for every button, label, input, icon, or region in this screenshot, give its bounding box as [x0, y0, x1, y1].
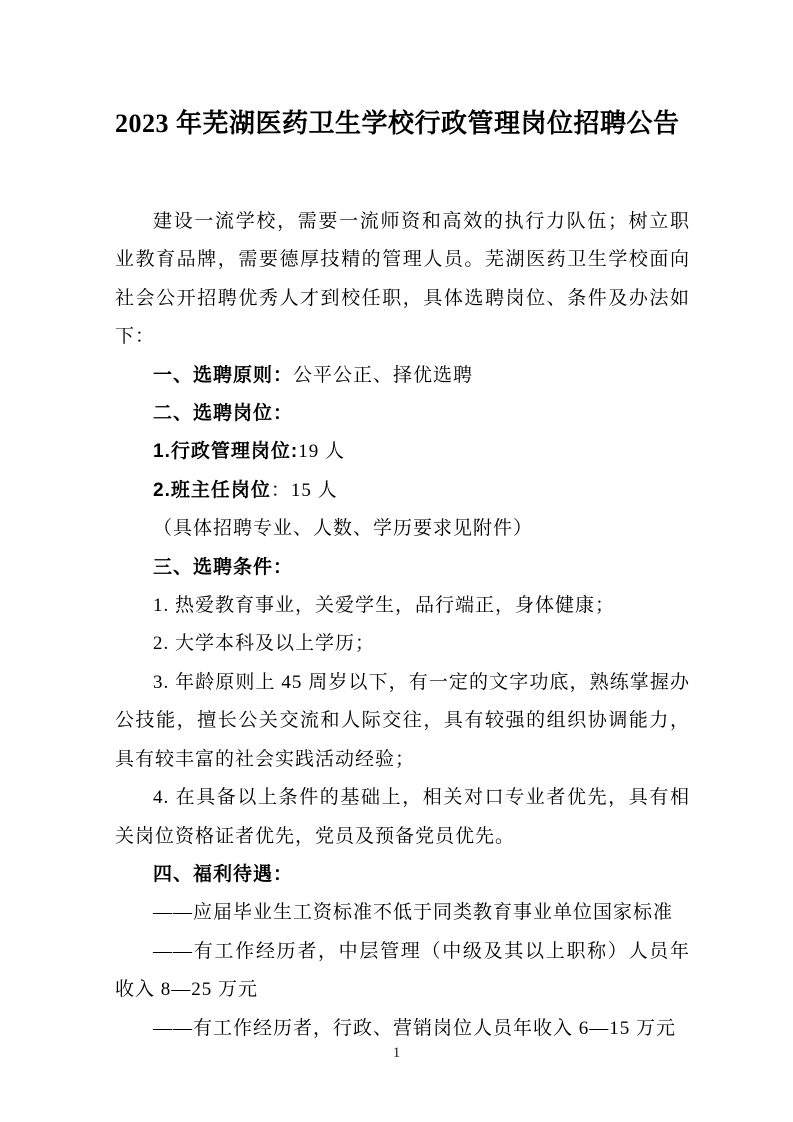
paragraph: [115, 357, 690, 395]
paragraph: [115, 625, 690, 663]
paragraph: [115, 433, 690, 471]
text-run: 建设一流学校，需要一流师资和高效的执行力队伍；树立职业教育品牌，需要德厚技精的管理人员。芜湖医药卫生学校面向社会公开招聘优秀人才到校任职，具体选聘岗位、条件及办法如下：: [115, 211, 690, 348]
text-run: 2. 大学本科及以上学历；: [153, 633, 376, 655]
text-run: 公平公正、择优选聘: [293, 364, 474, 386]
paragraph: [115, 472, 690, 510]
bold-text-run: 一、选聘原则：: [153, 364, 294, 386]
paragraph: [115, 587, 690, 625]
text-run: 1. 热爱教育事业，关爱学生，品行端正，身体健康；: [153, 595, 616, 617]
bold-text-run: 三、选聘条件：: [153, 556, 294, 578]
text-run: 19 人: [298, 441, 345, 463]
paragraph: [115, 894, 690, 932]
paragraph: [115, 779, 690, 856]
text-run: ：15 人: [270, 479, 338, 501]
page-footer: [0, 1044, 793, 1062]
page-number: 1: [392, 1045, 401, 1061]
text-run: ——应届毕业生工资标准不低于同类教育事业单位国家标准: [153, 902, 674, 924]
paragraph: [115, 664, 690, 779]
document-body: [115, 203, 690, 1048]
text-run: ——有工作经历者，中层管理（中级及其以上职称）人员年收入 8—25 万元: [115, 940, 690, 1001]
text-run: （具体招聘专业、人数、学历要求见附件）: [153, 518, 534, 540]
bold-text-run: 二、选聘岗位：: [153, 403, 294, 425]
paragraph: [115, 395, 690, 433]
document-title: 2023 年芜湖医药卫生学校行政管理岗位招聘公告: [115, 109, 680, 138]
bold-text-run: 1.行政管理岗位:: [153, 441, 299, 463]
paragraph: [115, 1010, 690, 1048]
paragraph: [115, 203, 690, 357]
paragraph: [115, 549, 690, 587]
paragraph: [115, 933, 690, 1010]
bold-text-run: 2.班主任岗位: [153, 479, 271, 501]
text-run: 3. 年龄原则上 45 周岁以下，有一定的文字功底，熟练掌握办公技能，擅长公关交流和人际交往，具有较强的组织协调能力，具有较丰富的社会实践活动经验；: [115, 671, 690, 770]
text-run: ——有工作经历者，行政、营销岗位人员年收入 6—15 万元: [153, 1017, 677, 1039]
text-run: 4. 在具备以上条件的基础上，相关对口专业者优先，具有相关岗位资格证者优先，党员及预备党员优先。: [115, 787, 690, 847]
paragraph: [115, 510, 690, 548]
paragraph: [115, 856, 690, 894]
bold-text-run: 四、福利待遇：: [153, 863, 294, 885]
